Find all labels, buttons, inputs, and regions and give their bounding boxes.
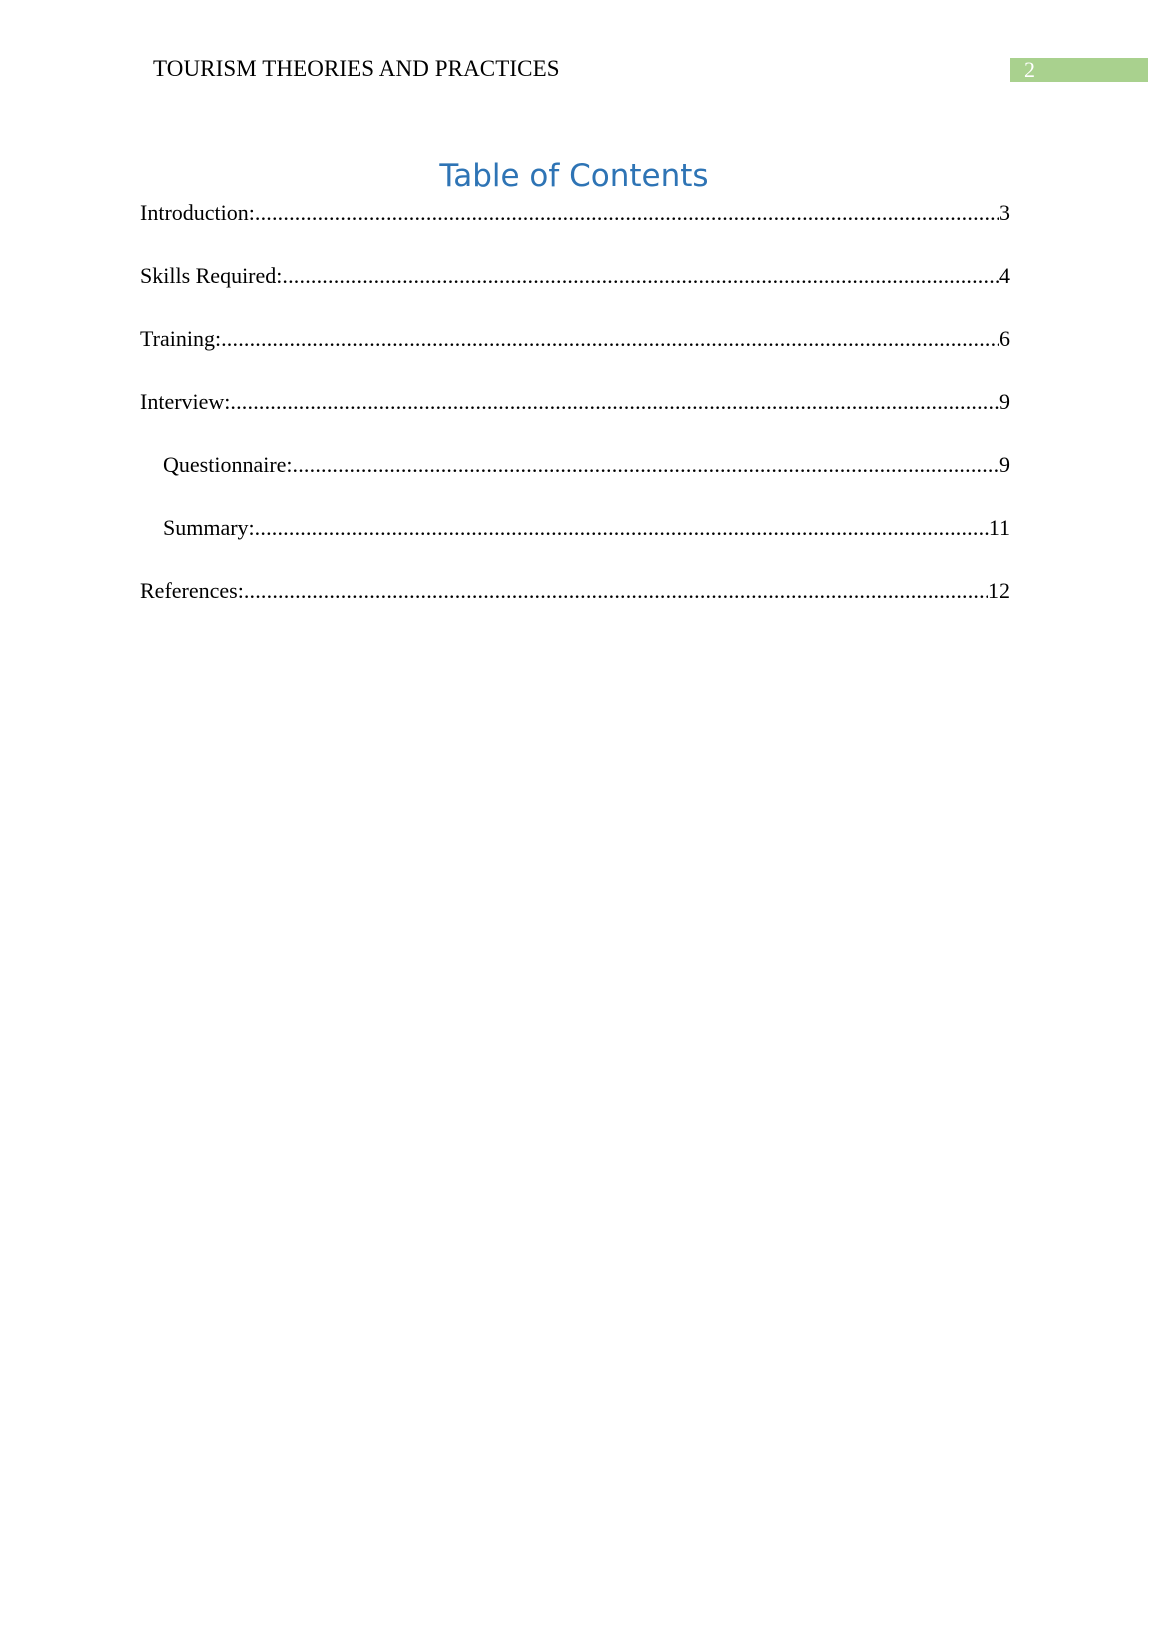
toc-dot-leader	[255, 515, 989, 541]
toc-entry-label: References:	[140, 578, 244, 603]
toc-heading: Table of Contents	[439, 158, 709, 194]
toc-dot-leader	[282, 263, 999, 289]
toc-entry-label: Introduction:	[140, 200, 255, 225]
toc-entry-references[interactable]	[140, 578, 1010, 641]
toc-dot-leader	[255, 200, 999, 226]
toc-list	[140, 200, 1010, 641]
toc-dot-leader	[221, 326, 999, 352]
running-header-title: TOURISM THEORIES AND PRACTICES	[153, 56, 560, 81]
toc-entry-page: 12	[988, 578, 1010, 603]
toc-entry-page: 6	[999, 326, 1010, 351]
toc-entry-label: Summary:	[163, 515, 255, 540]
toc-entry-page: 9	[999, 452, 1010, 477]
toc-dot-leader	[244, 578, 988, 604]
toc-entry-label: Skills Required:	[140, 263, 283, 288]
toc-entry-questionnaire[interactable]	[140, 452, 1010, 515]
toc-entry-label: Interview:	[140, 389, 231, 414]
toc-entry-page: 4	[999, 263, 1010, 288]
toc-entry-label: Training:	[140, 326, 222, 351]
toc-dot-leader	[293, 452, 999, 478]
toc-entry-label: Questionnaire:	[163, 452, 293, 477]
toc-entry-page: 9	[999, 389, 1010, 414]
toc-entry-page: 3	[999, 200, 1010, 225]
page-number-badge: 2	[1010, 58, 1148, 82]
toc-entry-training[interactable]	[140, 326, 1010, 389]
toc-dot-leader	[230, 389, 999, 415]
toc-entry-interview[interactable]	[140, 389, 1010, 452]
toc-entry-page: 11	[988, 515, 1010, 540]
toc-entry-introduction[interactable]	[140, 200, 1010, 263]
toc-entry-skills-required[interactable]	[140, 263, 1010, 326]
toc-entry-summary[interactable]	[140, 515, 1010, 578]
